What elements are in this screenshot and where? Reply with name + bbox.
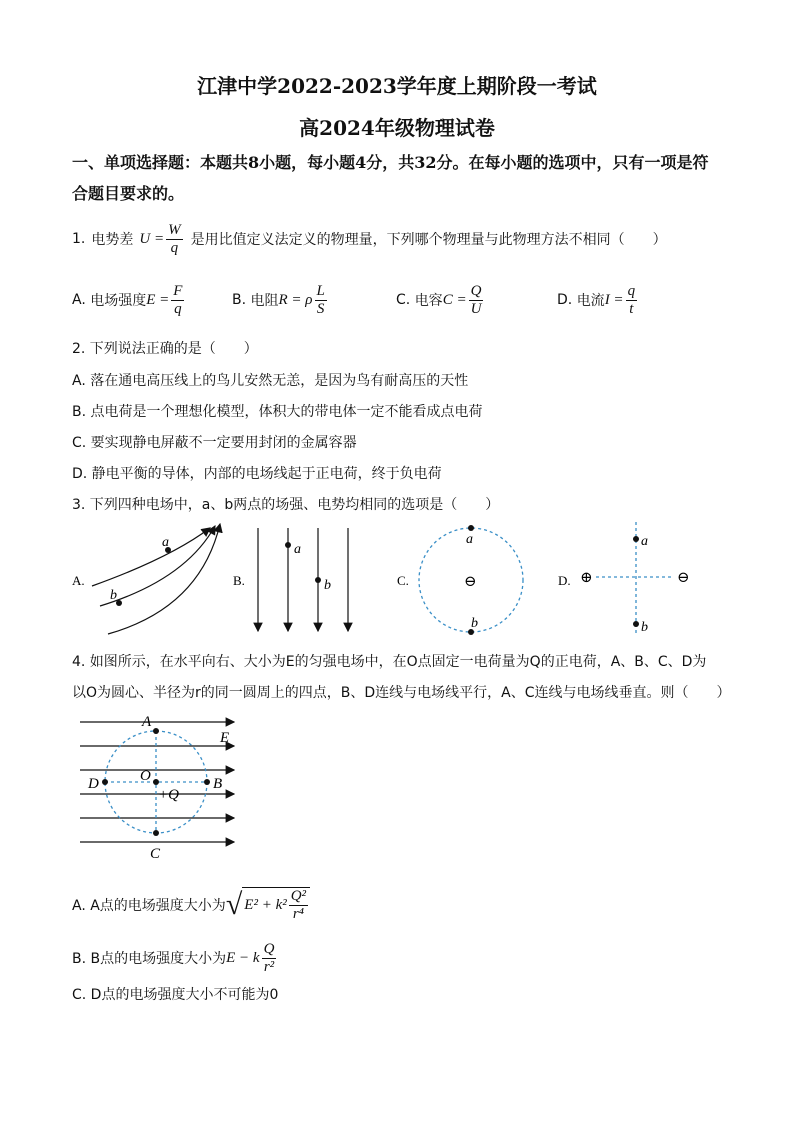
- q3c-label-a: a: [466, 532, 473, 547]
- section-heading-line2: 合题目要求的。: [72, 184, 185, 203]
- q1-prefix: 电势差: [91, 232, 134, 248]
- q3d-negative-charge: ⊖: [677, 570, 690, 586]
- q3d-positive-charge: ⊕: [580, 570, 593, 586]
- q2-option-d: D. 静电平衡的导体，内部的电场线起于正电荷，终于负电荷: [72, 466, 442, 482]
- q3c-label-b: b: [471, 616, 478, 631]
- q1-option-b: B. 电阻 R = ρ $\frac{L}{S}$: [232, 282, 325, 317]
- q4-label-e: E: [220, 730, 230, 746]
- q4-label-a: A: [142, 714, 152, 730]
- question-3-stem: 3. 下列四种电场中，a、b两点的场强、电势均相同的选项是（ ）: [72, 497, 500, 513]
- q1-option-a: A. 电场强度 E = $\frac{F}{q}$: [72, 282, 183, 317]
- q3c-negative-charge: ⊖: [464, 574, 477, 590]
- q4-point-b: [204, 779, 210, 785]
- q4-label-b: B: [213, 776, 223, 792]
- q1-option-d: D. 电流 I = $\frac{q}{t}$: [557, 282, 636, 317]
- q3c-point-a: [468, 525, 474, 531]
- q3b-label-a: a: [294, 542, 301, 557]
- q2-option-c: C. 要实现静电屏蔽不一定要用封闭的金属容器: [72, 435, 357, 451]
- q4-option-b-text: B. B点的电场强度大小为: [72, 951, 227, 967]
- q4-label-c: C: [150, 846, 161, 862]
- q3d-label-b: b: [641, 620, 648, 635]
- q3-label-c: C.: [397, 573, 409, 588]
- q3d-point-a: [633, 536, 639, 542]
- question-4-stem-line2: 以O为圆心、半径为r的同一圆周上的四点，B、D连线与电场线平行，A、C连线与电场线垂直。则（ ）: [72, 685, 731, 701]
- q3b-point-b: [315, 577, 321, 583]
- q4-option-a: [72, 880, 310, 930]
- q4-option-c: C. D点的电场强度大小不可能为0: [72, 987, 279, 1003]
- exam-subtitle: 高2024年级物理试卷: [299, 116, 495, 140]
- q4-point-a: [153, 728, 159, 734]
- exam-title: 江津中学2022-2023学年度上期阶段一考试: [197, 74, 597, 98]
- q3-label-d: D.: [558, 573, 571, 588]
- q3a-label-a: a: [162, 535, 169, 550]
- q3b-label-b: b: [324, 578, 331, 593]
- q4-label-o: O: [140, 768, 151, 784]
- q4-option-b-formula: E − k $\frac{Q}{\text{r²}}$: [226, 940, 275, 975]
- q4-option-a-text: A. A点的电场强度大小为: [72, 898, 226, 914]
- question-2-stem: 2. 下列说法正确的是（ ）: [72, 341, 258, 357]
- q4-option-b: [72, 938, 278, 978]
- q1-formula: U = $\frac{W}{q}$: [139, 221, 181, 256]
- q3a-label-b: b: [110, 588, 117, 603]
- q4-point-d: [102, 779, 108, 785]
- question-4-stem-line1: 4. 如图所示，在水平向右、大小为E的匀强电场中，在O点固定一电荷量为Q的正电荷，A、B、C、D为: [72, 654, 707, 670]
- section-heading-line1: 一、单项选择题：本题共8小题，每小题4分，共32分。在每小题的选项中，只有一项是符: [72, 153, 709, 172]
- q2-option-b: B. 点电荷是一个理想化模型，体积大的带电体一定不能看成点电荷: [72, 404, 483, 420]
- q3-label-a: A.: [72, 573, 85, 588]
- q3-diagrams: [60, 518, 740, 643]
- q4-label-q: +Q: [158, 787, 179, 803]
- q3d-point-b: [633, 621, 639, 627]
- q4-option-a-formula: √ E² + k² $\frac{\text{Q²}}{\text{r⁴}}$: [226, 887, 310, 923]
- q4-label-d: D: [88, 776, 99, 792]
- q3d-label-a: a: [641, 534, 648, 549]
- uniform-field-lines: [258, 528, 348, 631]
- q4-point-c: [153, 830, 159, 836]
- q4-point-o: [153, 779, 159, 785]
- curved-field-lines: [92, 524, 220, 634]
- question-1-stem: [72, 214, 667, 264]
- q2-option-a: A. 落在通电高压线上的鸟儿安然无恙，是因为鸟有耐高压的天性: [72, 373, 469, 389]
- q1-option-c: C. 电容 C = $\frac{Q}{U}$: [396, 282, 482, 317]
- q1-text: 是用比值定义法定义的物理量，下列哪个物理量与此物理方法不相同（ ）: [190, 232, 667, 248]
- q4-diagram: [72, 708, 252, 868]
- q3b-point-a: [285, 542, 291, 548]
- q3-label-b: B.: [233, 573, 245, 588]
- q1-number: 1.: [72, 231, 86, 247]
